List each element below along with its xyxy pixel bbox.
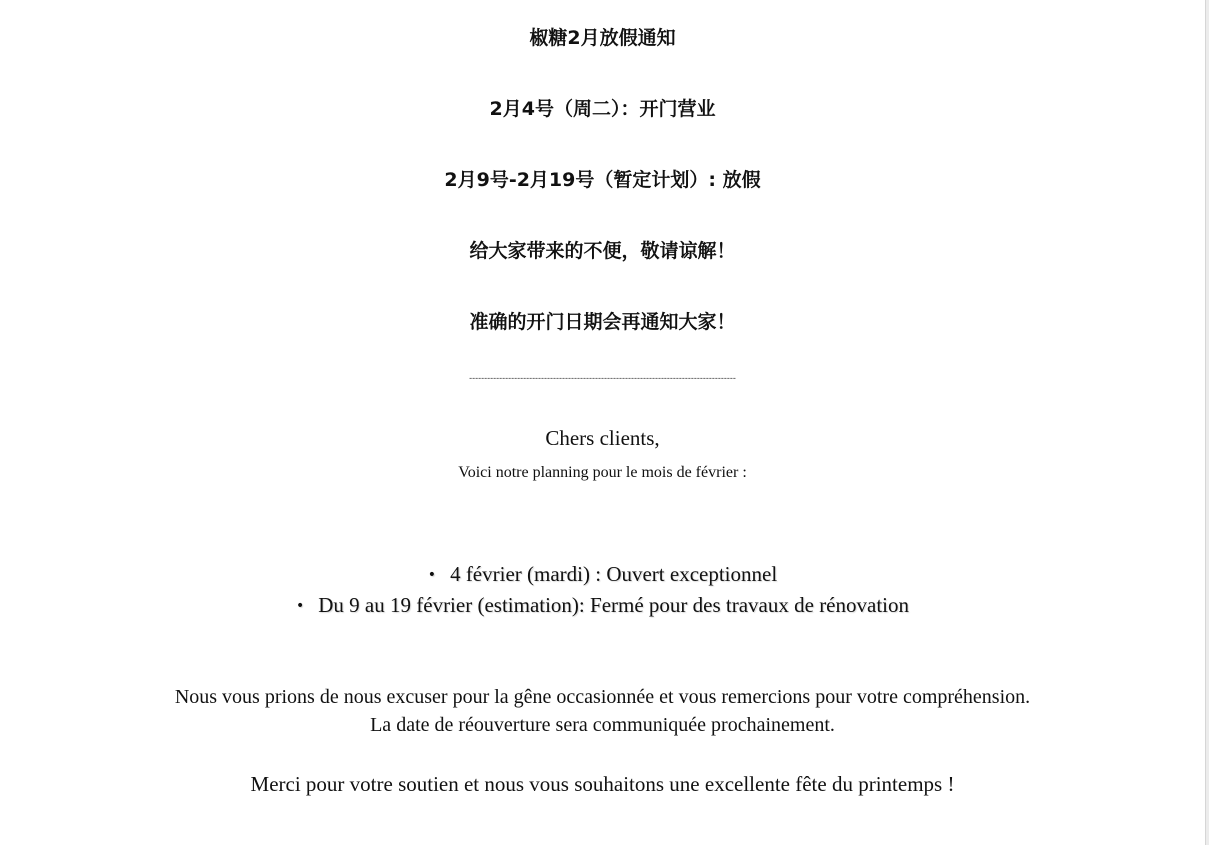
intro-fr: Voici notre planning pour le mois de février : — [458, 464, 747, 481]
language-separator: ----------------------------------------------------------------------------------------- — [469, 373, 736, 383]
reopen-notice-line-cn: 准确的开门日期会再通知大家！ — [469, 311, 736, 333]
apology-line-2: La date de réouverture sera communiquée prochainement. — [370, 714, 835, 736]
apology-paragraph-fr — [0, 683, 1205, 739]
list-item — [0, 559, 1205, 590]
apology-line-1: Nous vous prions de nous excuser pour la gêne occasionnée et vous remercions pour votre compréhension. — [174, 686, 1031, 708]
bullet-icon: • — [296, 598, 305, 614]
thanks-line-fr: Merci pour votre soutien et nous vous souhaitons une excellente fête du printemps ! — [250, 772, 955, 796]
open-day-line-cn: 2月4号（周二）：开门营业 — [489, 98, 716, 120]
schedule-item-text: 4 février (mardi) : Ouvert exceptionnel — [450, 562, 778, 586]
notice-title-cn: 椒糖2月放假通知 — [529, 27, 676, 49]
schedule-item-text: Du 9 au 19 février (estimation): Fermé pour des travaux de rénovation — [318, 593, 909, 617]
page-edge — [1205, 0, 1209, 845]
greeting-fr: Chers clients, — [545, 426, 660, 450]
holiday-period-line-cn: 2月9号-2月19号（暂定计划）: 放假 — [444, 169, 761, 191]
bullet-icon: • — [427, 567, 437, 583]
schedule-list — [0, 559, 1205, 621]
list-item — [0, 590, 1205, 621]
apology-line-cn: 给大家带来的不便，敬请谅解！ — [469, 240, 736, 262]
